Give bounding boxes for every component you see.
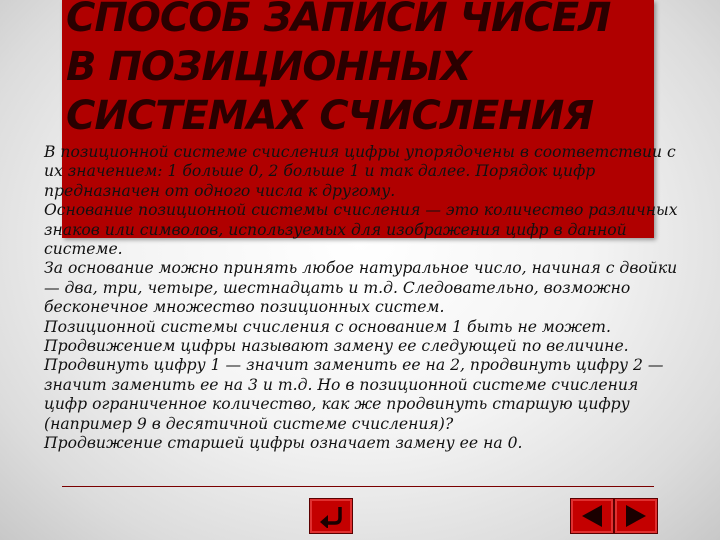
return-button[interactable] <box>309 498 353 534</box>
triangle-left-icon <box>582 505 602 527</box>
slide-body <box>44 143 686 454</box>
paragraph: За основание можно принять любое натуральное число, начиная с двойки — два, три, четыре, шестнадцать и т.д. Следовательно, возможно бесконечное множество позиционных систем. <box>44 259 678 317</box>
paragraph: Продвинуть цифру 1 — значит заменить ее на 2, продвинуть цифру 2 — значит заменить ее на 3 и т.д. Но в позиционной системе счисления цифр ограниченное количество, как же продвинуть старшую цифру (например 9 в десятичной системе счисления)? <box>44 356 664 433</box>
paragraph: Позиционной системы счисления с основанием 1 быть не может. <box>44 317 611 336</box>
paragraph: Продвижение старшей цифры означает замену ее на 0. <box>44 434 523 453</box>
paragraph: Основание позиционной системы счисления — это количество различных знаков или символов, используемых для изображения цифр в данной системе. <box>44 201 678 259</box>
bottom-divider <box>62 486 654 487</box>
previous-slide-button[interactable] <box>570 498 614 534</box>
next-slide-button[interactable] <box>614 498 658 534</box>
return-arrow-icon <box>318 504 344 528</box>
paragraph: Продвижением цифры называют замену ее следующей по величине. <box>44 337 629 356</box>
triangle-right-icon <box>626 505 646 527</box>
slide-title: СПОСОБ ЗАПИСИ ЧИСЕЛ В ПОЗИЦИОННЫХ СИСТЕМАХ СЧИСЛЕНИЯ <box>66 0 611 139</box>
paragraph: В позиционной системе счисления цифры упорядочены в соответствии с их значением: 1 больше 0, 2 больше 1 и так далее. Порядок цифр предназначен от одного числа к другому. <box>44 143 676 200</box>
